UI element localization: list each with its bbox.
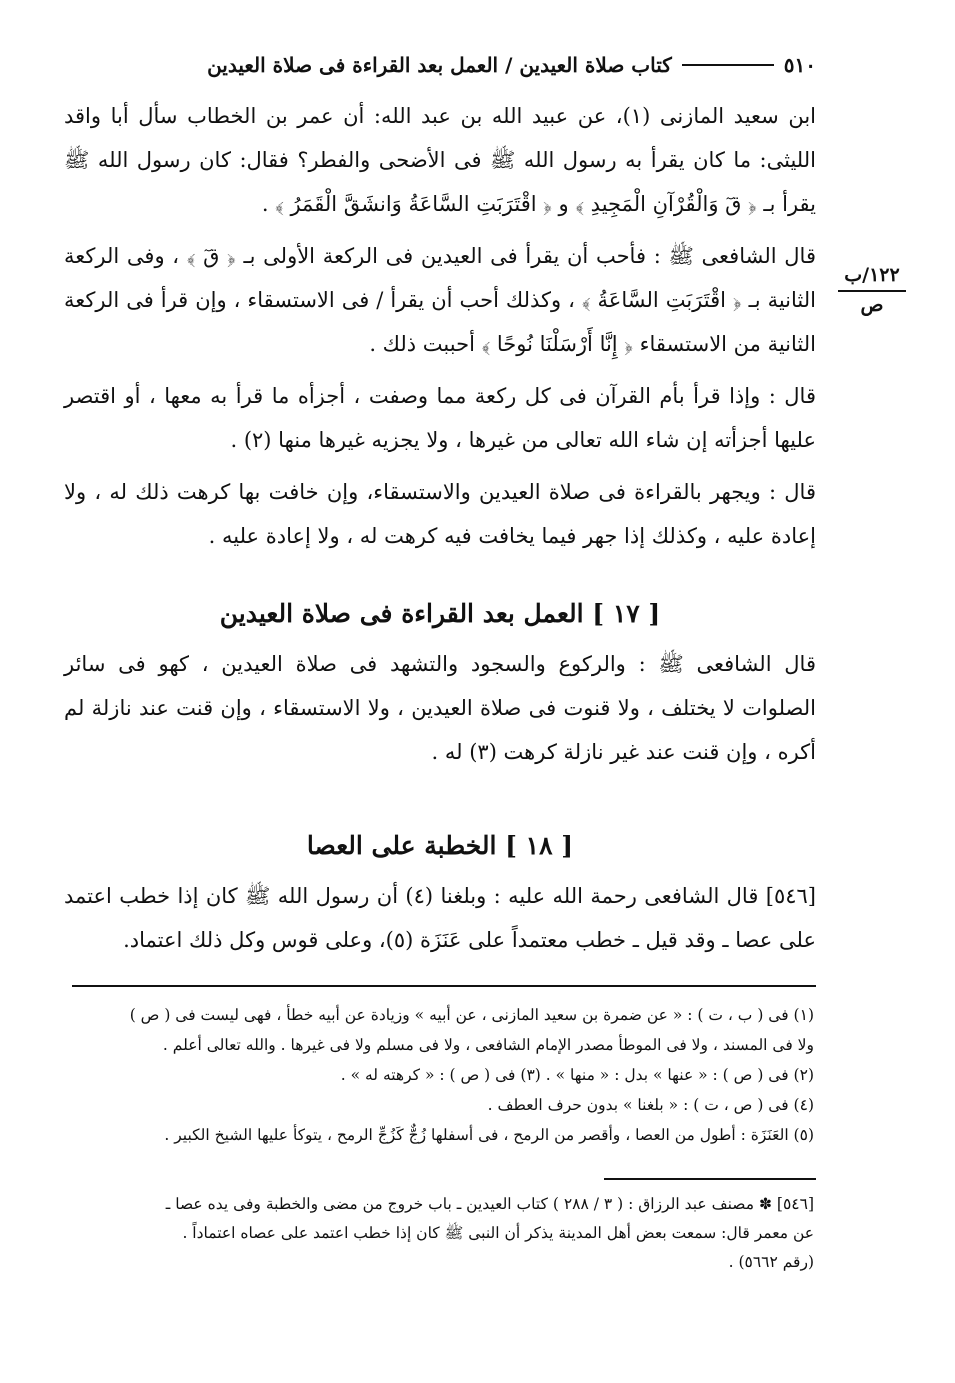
- running-title: كتاب صلاة العيدين / العمل بعد القراءة فى صلاة العيدين: [207, 53, 672, 77]
- paragraph-shafii-recitation: قال الشافعى ﷺ : فأحب أن يقرأ فى العيدين فى الركعة الأولى بـ ﴿ قٓ ﴾ ، وفى الركعة الثانية بـ ﴿ اقْتَرَبَتِ السَّاعَةُ ﴾ ، وكذلك أحب أن يقرأ / فى الاستسقاء ، وإن قرأ فى الركعة الثانية من الاستسقاء ﴿ إِنَّا أَرْسَلْنَا نُوحًا ﴾ أحببت ذلك .: [64, 244, 816, 356]
- paragraph-umm-al-quran: قال : وإذا قرأ بأم القرآن فى كل ركعة مما وصفت ، أجزأه ما قرأ به معها ، أو اقتصر عليها أجزأته إن شاء الله تعالى من غيرها ، ولا يجزيه غيرها منها (٢) .: [64, 384, 816, 452]
- section-17-heading: [ ١٧ ] العمل بعد القراءة فى صلاة العيدين: [219, 599, 661, 628]
- paragraph-section-17: قال الشافعى ﷺ : والركوع والسجود والتشهد فى صلاة العيدين ، كهو فى سائر الصلوات لا يختلف ، ولا قنوت فى صلاة العيدين ، ولا الاستسقاء ، وإن قنت عند نازلة لم أكره ، وإن قنت عند غير نازلة كرهت (٣) له .: [64, 652, 816, 764]
- source-line-1: [٥٤٦] ✽ مصنف عبد الرزاق : ( ٣ / ٢٨٨ ) كتاب العيدين ـ باب خروج من مضى والخطبة وفى يده عصا ـ: [165, 1195, 814, 1213]
- footnotes: [84, 1000, 814, 1150]
- sources-rule: [604, 1178, 816, 1180]
- main-text-top: [64, 94, 816, 566]
- footnote-1: (١) فى ( ب ، ت ) : « عن ضمرة بن سعيد المازنى ، عن أبيه » وزيادة عن أبيه خطأ ، فهى ليست فى ( ص ): [129, 1006, 814, 1024]
- footnote-1-continued: ولا فى المسند ، ولا فى الموطأ مصدر الإمام الشافعى ، ولا فى مسلم ولا فى غيرها . والله تعالى أعلم .: [162, 1036, 814, 1054]
- section-17-text: [64, 642, 816, 782]
- running-header: [72, 48, 816, 82]
- page-number: ٥١٠: [783, 53, 816, 77]
- source-line-3: (رقم ٥٦٦٢) .: [728, 1253, 814, 1271]
- footnote-2-3: (٢) فى ( ص ) : « عنها » بدل : « منها » . (٣) فى ( ص ) : « كرهته له » .: [340, 1066, 814, 1084]
- source-line-2: عن معمر قال: سمعت بعض أهل المدينة يذكر أن النبى ﷺ كان إذا خطب اعتمد على عصاه اعتماداً .: [182, 1224, 814, 1242]
- manuscript-siglum: ص: [860, 294, 884, 316]
- section-18-text: [64, 874, 816, 970]
- footnote-5: (٥) العَنَزَة : أطول من العصا ، وأقصر من الرمح ، فى أسفلها زُجٌّ كَزُجِّ الرمح ، يتوكأ عليها الشيخ الكبير .: [164, 1126, 814, 1144]
- footnote-rule: [72, 985, 816, 987]
- paragraph-jahr: قال : ويجهر بالقراءة فى صلاة العيدين والاستسقاء، وإن خافت بها كرهت ذلك له ، ولا إعادة عليه ، وكذلك إذا جهر فيما يخافت فيه كرهت له ، ولا إعادة عليه .: [64, 480, 816, 548]
- header-rule: [682, 64, 774, 66]
- manuscript-margin-note: [838, 262, 906, 318]
- source-references: [84, 1190, 814, 1277]
- folio-reference: ١٢٢/ب: [838, 262, 906, 292]
- footnote-4: (٤) فى ( ص ، ت ) : « بلغنا » بدون حرف العطف .: [487, 1096, 814, 1114]
- paragraph-hadith: ابن سعيد المازنى (١)، عن عبيد الله بن عبد الله: أن عمر بن الخطاب سأل أبا واقد الليثى: ما كان يقرأ به رسول الله ﷺ فى الأضحى والفطر؟ فقال: كان رسول الله ﷺ يقرأ بـ ﴿ قٓ وَالْقُرْآنِ الْمَجِيدِ ﴾ و ﴿ اقْتَرَبَتِ السَّاعَةُ وَانشَقَّ الْقَمَرُ ﴾ .: [64, 104, 816, 216]
- section-18-heading: [ ١٨ ] الخطبة على العصا: [306, 831, 574, 860]
- paragraph-section-18: [٥٤٦] قال الشافعى رحمة الله عليه : وبلغنا (٤) أن رسول الله ﷺ كان إذا خطب اعتمد على عصا ـ وقد قيل ـ خطب معتمداً على عَنَزَة (٥)، وعلى قوس وكل ذلك اعتماد.: [64, 884, 816, 952]
